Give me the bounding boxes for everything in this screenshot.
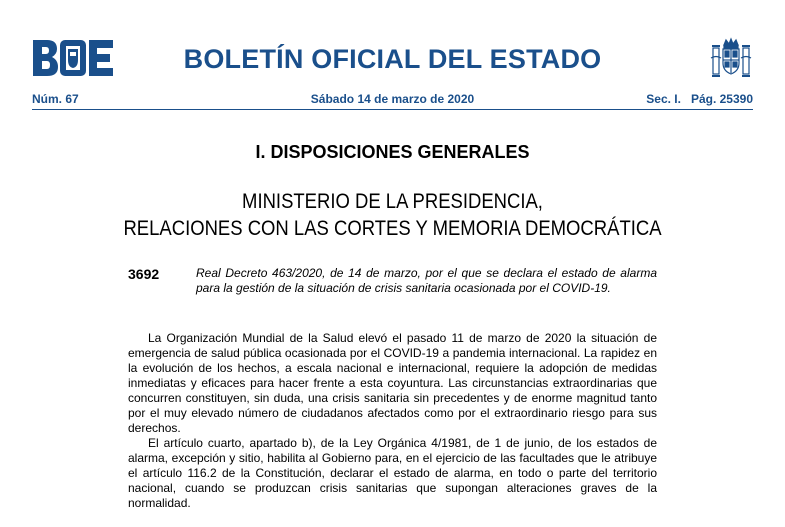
section-page: Sec. I. Pág. 25390 xyxy=(646,92,753,106)
disposition-body xyxy=(128,331,657,511)
ministry-line-1: MINISTERIO DE LA PRESIDENCIA, xyxy=(242,190,543,213)
body-paragraph: El artículo cuarto, apartado b), de la Ley Orgánica 4/1981, de 1 de junio, de los estados de alarma, excepción y sitio, habilita al Gobierno para, en el ejercicio de las facultades que le atribuye el artículo 116.2 de la Constitución, declarar el estado de alarma, en todo o parte del territorio nacional, cuando se produzcan crisis sanitarias que supongan alteraciones graves de la normalidad. xyxy=(128,436,657,510)
ministry-line-2: RELACIONES CON LAS CORTES Y MEMORIA DEMOCRÁTICA xyxy=(123,217,662,240)
disposition-number: 3692 xyxy=(128,266,160,282)
gazette-title: BOLETÍN OFICIAL DEL ESTADO xyxy=(183,44,602,74)
gazette-meta-line xyxy=(32,92,753,106)
header-divider xyxy=(32,109,753,110)
issue-date: Sábado 14 de marzo de 2020 xyxy=(310,92,475,106)
ministry-heading xyxy=(47,188,738,242)
body-paragraph: La Organización Mundial de la Salud elevó el pasado 11 de marzo de 2020 la situación de emergencia de salud pública ocasionada por el COVID-19 a pandemia internacional. La rapidez en la evolución de los hechos, a escala nacional e internacional, requiere la adopción de medidas inmediatas y eficaces para hacer frente a esta coyuntura. Las circunstancias extraordinarias que concurren constituyen, sin duda, una crisis sanitaria sin precedentes y de enorme magnitud tanto por el muy elevado número de ciudadanos afectados como por el extraordinario riesgo para sus derechos. xyxy=(128,331,657,435)
disposition-title: Real Decreto 463/2020, de 14 de marzo, por el que se declara el estado de alarma para la gestión de la situación de crisis sanitaria ocasionada por el COVID-19. xyxy=(196,266,657,295)
section-heading: I. DISPOSICIONES GENERALES xyxy=(255,142,530,162)
issue-number: Núm. 67 xyxy=(32,92,79,106)
coat-of-arms-icon xyxy=(710,36,752,80)
